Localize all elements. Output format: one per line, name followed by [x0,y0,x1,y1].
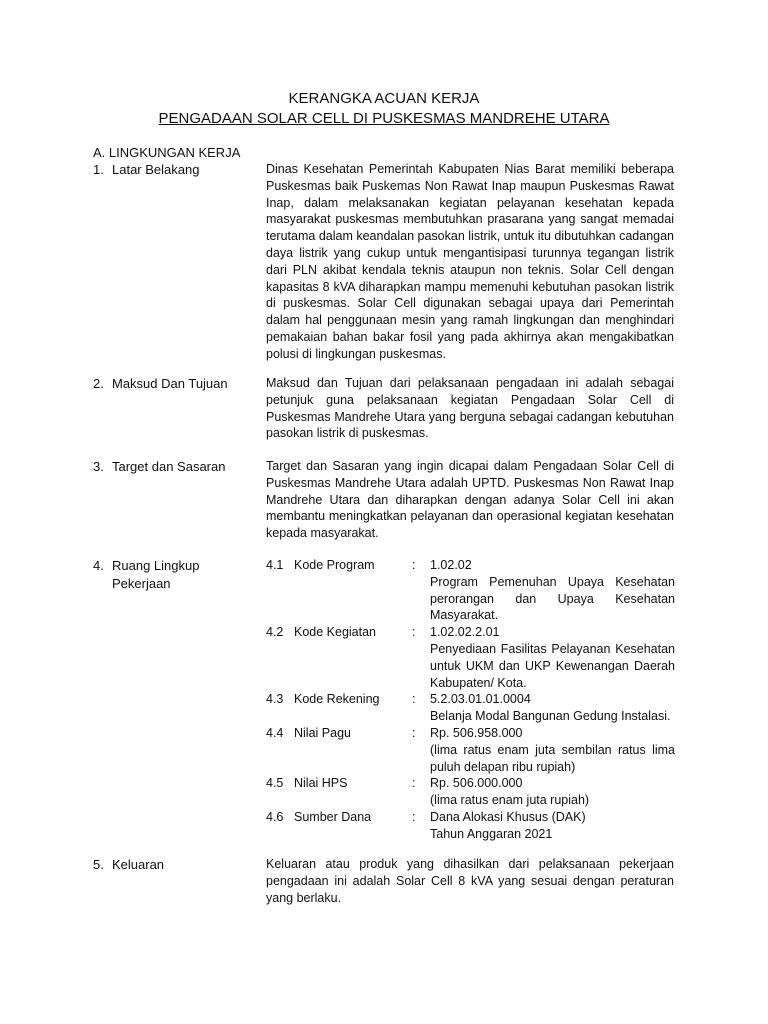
section-number: 5. [93,857,104,872]
scope-item-description: (lima ratus enam juta sembilan ratus lima puluh delapan ribu rupiah) [430,742,675,774]
scope-item-value [430,624,675,691]
scope-item-code: 1.02.02 [430,558,472,572]
scope-item-colon: : [412,692,416,707]
section-1-heading [93,161,263,179]
scope-item-description: (lima ratus enam juta rupiah) [430,793,590,808]
scope-list [266,557,675,843]
scope-item-number: 4.4 [266,725,284,740]
scope-item-value [430,557,675,624]
section-4-heading [93,557,263,593]
scope-item-key: Nilai HPS [294,776,348,791]
section-label: Target dan Sasaran [112,459,226,474]
scope-item [266,624,675,691]
scope-item-number: 4.3 [266,692,284,707]
section-1-text: Dinas Kesehatan Pemerintah Kabupaten Nias Barat memiliki beberapa Puskesmas baik Puskemas Non Rawat Inap maupun Puskesmas Rawat Inap, dalam melaksanakan kegiatan pelayanan kesehatan kepada masyarakat puskesmas membutuhkan prasarana yang sangat memadai terutama dalam keandalan pasokan listrik, untuk itu dibutuhkan cadangan daya listrik yang cukup untuk mengantisipasi turunnya tegangan listrik dari PLN akibat kendala teknis ataupun non teknis. Solar Cell dengan kapasitas 8 kVA diharapkan mampu memenuhi kebutuhan pasokan listrik di puskesmas. Solar Cell digunakan sebagai upaya dari Pemerintah dalam hal penggunaan mesin yang ramah lingkungan dan menghindari pemakaian bahan bakar fosil yang pada akhirnya akan mengakibatkan polusi di lingkungan puskesmas. [266,162,674,361]
scope-item-description: Belanja Modal Bangunan Gedung Instalasi. [430,709,671,724]
section-label-continued: Pekerjaan [112,576,171,591]
scope-item-value [430,691,675,725]
scope-item [266,775,675,809]
scope-item-key: Kode Kegiatan [294,625,377,640]
section-label: Maksud Dan Tujuan [112,376,228,391]
scope-item-description: Program Pemenuhan Upaya Kesehatan perorangan dan Upaya Kesehatan Masyarakat. [430,574,675,623]
section-label: Ruang Lingkup [112,558,200,573]
scope-item [266,725,675,775]
scope-item-code: 1.02.02.2.01 [430,625,500,640]
scope-item-number: 4.2 [266,625,284,640]
scope-item-key: Nilai Pagu [294,725,351,740]
section-5-heading [93,856,263,874]
section-a-heading: A. LINGKUNGAN KERJA [93,145,241,160]
section-number: 3. [93,459,104,474]
scope-item [266,557,675,624]
document-subtitle: PENGADAAN SOLAR CELL DI PUSKESMAS MANDREHE UTARA [158,110,610,127]
section-number: 2. [93,376,104,391]
section-label: Latar Belakang [112,162,200,177]
section-3-heading [93,458,263,476]
scope-item [266,809,675,843]
scope-item-key: Kode Rekening [294,692,380,707]
scope-item-description: Tahun Anggaran 2021 [430,826,553,841]
scope-item-value [430,809,675,843]
scope-item-code: 5.2.03.01.01.0004 [430,692,531,707]
section-number: 1. [93,162,104,177]
section-5-text: Keluaran atau produk yang dihasilkan dari pelaksanaan pekerjaan pengadaan ini adalah Solar Cell 8 kVA yang sesuai dengan peraturan yang berlaku. [266,857,674,905]
section-3-text: Target dan Sasaran yang ingin dicapai dalam Pengadaan Solar Cell di Puskesmas Mandrehe Utara adalah UPTD. Puskesmas Non Rawat Inap Mandrehe Utara dan diharapkan dengan adanya Solar Cell ini akan membantu meningkatkan pelayanan dan operasional kegiatan kesehatan kepada masyarakat. [266,459,674,541]
section-number: 4. [93,558,104,573]
scope-item-source: Dana Alokasi Khusus (DAK) [430,809,586,824]
scope-item-number: 4.1 [266,558,284,572]
scope-item-description: Penyediaan Fasilitas Pelayanan Kesehatan untuk UKM dan UKP Kewenangan Daerah Kabupaten/ Kota. [430,641,675,690]
section-label: Keluaran [112,857,165,872]
scope-item-colon: : [412,558,416,572]
scope-item [266,691,675,725]
scope-item-number: 4.6 [266,809,284,824]
scope-item-value [430,725,675,775]
scope-item-colon: : [412,625,416,640]
section-2-text: Maksud dan Tujuan dari pelaksanaan pengadaan ini adalah sebagai petunjuk guna pelaksanaan kegiatan Pengadaan Solar Cell di Puskesmas Mandrehe Utara yang berguna sebagai cadangan kebutuhan pasokan listrik di puskesmas. [266,376,674,441]
scope-item-key: Kode Program [294,558,375,572]
section-2-heading [93,375,263,393]
scope-item-colon: : [412,725,416,740]
scope-item-key: Sumber Dana [294,809,372,824]
scope-item-number: 4.5 [266,776,284,791]
scope-item-amount: Rp. 506.000.000 [430,776,523,791]
scope-item-colon: : [412,809,416,824]
scope-item-colon: : [412,776,416,791]
scope-item-amount: Rp. 506.958.000 [430,725,523,740]
document-title: KERANGKA ACUAN KERJA [288,90,480,107]
scope-item-value [430,775,675,809]
